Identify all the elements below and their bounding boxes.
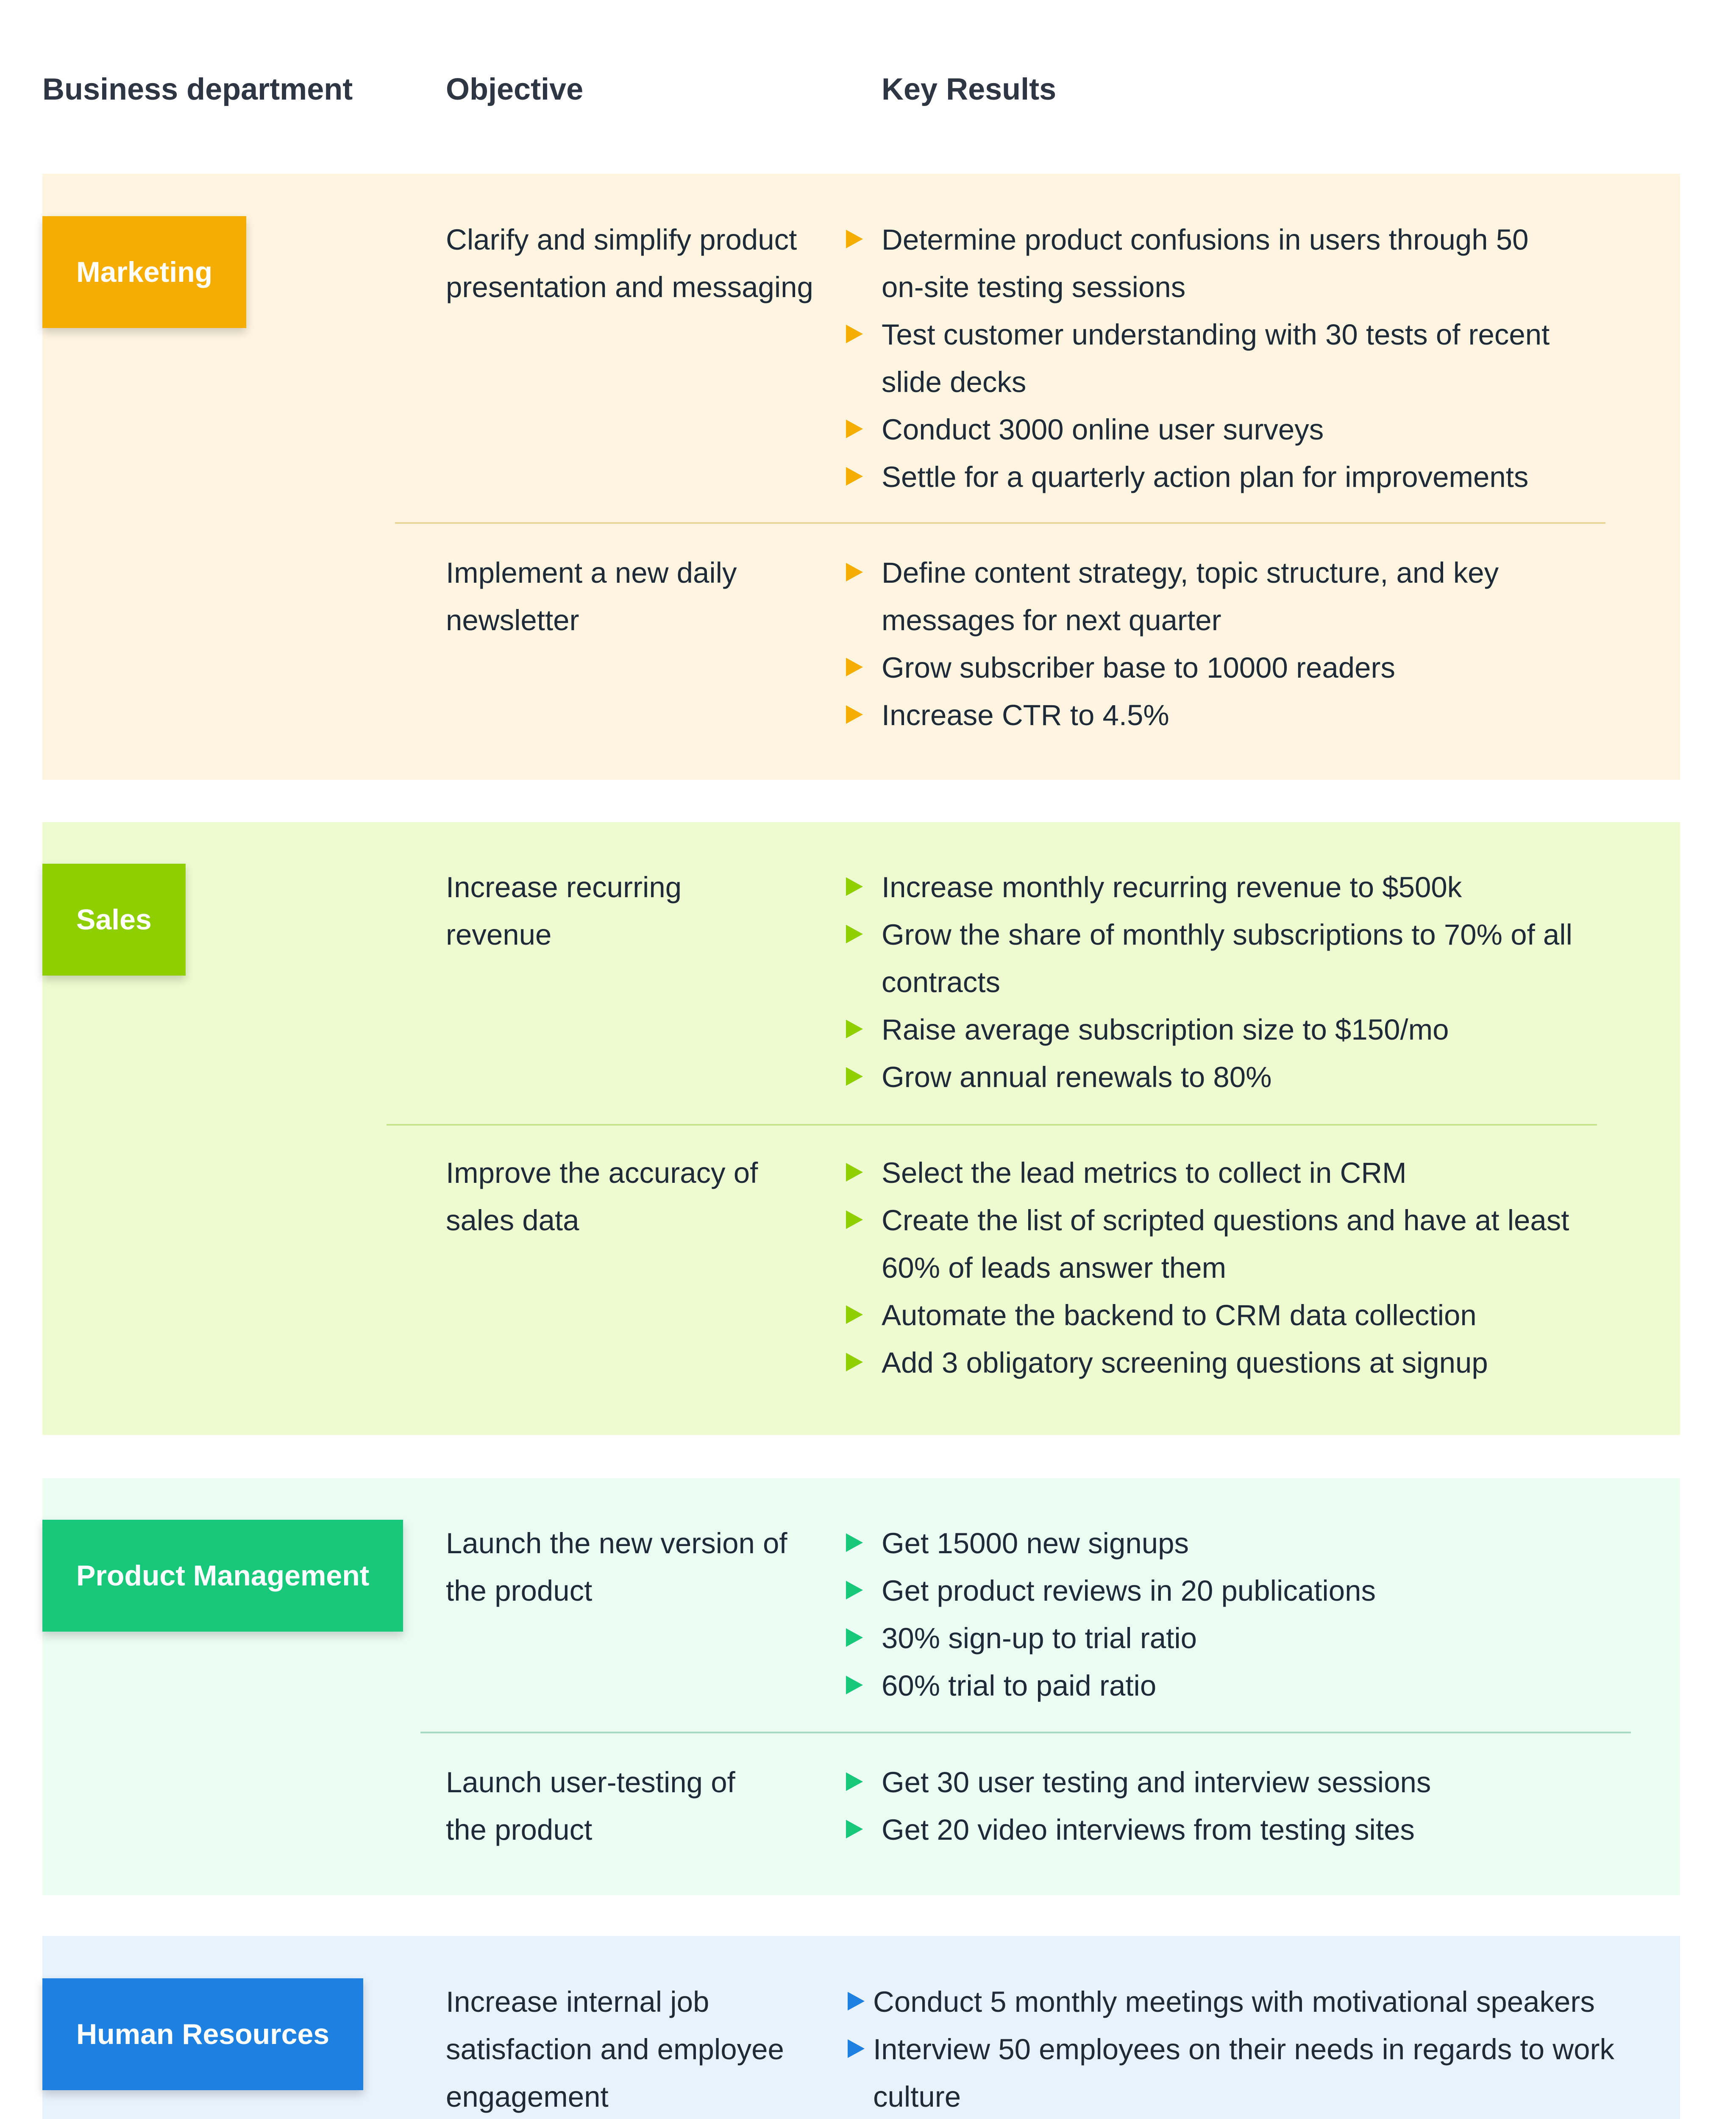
sales-divider <box>387 1124 1597 1126</box>
product-key-results-2 <box>882 1759 1594 1854</box>
key-result-item: Settle for a quarterly action plan for improvements <box>882 453 1577 501</box>
bullet-triangle-icon <box>848 2039 865 2058</box>
key-result-item: Grow annual renewals to 80% <box>882 1054 1594 1101</box>
marketing-objective-2: Implement a new daily newsletter <box>446 556 737 637</box>
key-result-item: Determine product confusions in users through 50 on-site testing sessions <box>882 216 1577 311</box>
sales-objective-1: Increase recurring revenue <box>446 871 682 951</box>
marketing-objective-1: Clarify and simplify product presentation and messaging <box>446 223 813 303</box>
key-result-item: 30% sign-up to trial ratio <box>882 1615 1594 1662</box>
key-result-item: Conduct 5 monthly meetings with motivational speakers <box>873 1978 1628 2026</box>
header-business-department: Business department <box>42 72 353 106</box>
bullet-triangle-icon <box>846 877 863 896</box>
key-result-item: Raise average subscription size to $150/mo <box>882 1006 1594 1054</box>
bullet-triangle-icon <box>846 230 863 248</box>
key-result-item: Automate the backend to CRM data collection <box>882 1292 1628 1339</box>
marketing-badge: Marketing <box>42 216 246 328</box>
bullet-triangle-icon <box>846 467 863 486</box>
key-result-item: Get 20 video interviews from testing sites <box>882 1806 1594 1854</box>
product-key-results-1 <box>882 1520 1594 1710</box>
bullet-triangle-icon <box>846 1305 863 1324</box>
bullet-triangle-icon <box>846 420 863 438</box>
bullet-triangle-icon <box>846 1676 863 1694</box>
sales-objective-2: Improve the accuracy of sales data <box>446 1157 758 1237</box>
marketing-key-results-1 <box>882 216 1577 501</box>
key-result-item: 60% trial to paid ratio <box>882 1662 1594 1710</box>
key-result-item: Grow the share of monthly subscriptions to 70% of all contracts <box>882 911 1594 1006</box>
header-key-results: Key Results <box>882 72 1057 106</box>
bullet-triangle-icon <box>846 1628 863 1647</box>
bullet-triangle-icon <box>846 1020 863 1038</box>
bullet-triangle-icon <box>846 1210 863 1229</box>
key-result-item: Interview 50 employees on their needs in regards to work culture <box>873 2026 1628 2119</box>
bullet-triangle-icon <box>846 325 863 343</box>
key-result-item: Create the list of scripted questions and have at least 60% of leads answer them <box>882 1197 1628 1292</box>
key-result-item: Increase CTR to 4.5% <box>882 692 1560 739</box>
sales-badge: Sales <box>42 864 186 976</box>
key-result-item: Add 3 obligatory screening questions at signup <box>882 1339 1628 1387</box>
bullet-triangle-icon <box>848 1992 865 2011</box>
bullet-triangle-icon <box>846 1067 863 1086</box>
key-result-item: Define content strategy, topic structure, and key messages for next quarter <box>882 549 1560 644</box>
product-divider <box>420 1732 1631 1733</box>
product-objective-2: Launch user-testing of the product <box>446 1766 735 1846</box>
key-result-item: Get 30 user testing and interview sessions <box>882 1759 1594 1806</box>
bullet-triangle-icon <box>846 925 863 943</box>
key-result-item: Conduct 3000 online user surveys <box>882 406 1577 453</box>
bullet-triangle-icon <box>846 1533 863 1552</box>
hr-key-results-1 <box>873 1978 1628 2119</box>
bullet-triangle-icon <box>846 658 863 676</box>
bullet-triangle-icon <box>846 705 863 724</box>
bullet-triangle-icon <box>846 1820 863 1838</box>
key-result-item: Test customer understanding with 30 tests of recent slide decks <box>882 311 1577 406</box>
marketing-divider <box>395 522 1605 524</box>
key-result-item: Get 15000 new signups <box>882 1520 1594 1567</box>
key-result-item: Grow subscriber base to 10000 readers <box>882 644 1560 692</box>
sales-key-results-1 <box>882 864 1594 1101</box>
product-objective-1: Launch the new version of the product <box>446 1527 787 1607</box>
key-result-item: Get product reviews in 20 publications <box>882 1567 1594 1615</box>
sales-key-results-2 <box>882 1149 1628 1387</box>
key-result-item: Select the lead metrics to collect in CRM <box>882 1149 1628 1197</box>
header-objective: Objective <box>446 72 584 106</box>
hr-objective-1: Increase internal job satisfaction and employee engagement <box>446 1986 784 2113</box>
bullet-triangle-icon <box>846 1581 863 1599</box>
bullet-triangle-icon <box>846 1163 863 1182</box>
bullet-triangle-icon <box>846 1353 863 1371</box>
key-result-item: Increase monthly recurring revenue to $500k <box>882 864 1594 911</box>
bullet-triangle-icon <box>846 563 863 581</box>
product-management-badge: Product Management <box>42 1520 403 1632</box>
marketing-key-results-2 <box>882 549 1560 739</box>
human-resources-badge: Human Resources <box>42 1978 363 2090</box>
bullet-triangle-icon <box>846 1772 863 1791</box>
